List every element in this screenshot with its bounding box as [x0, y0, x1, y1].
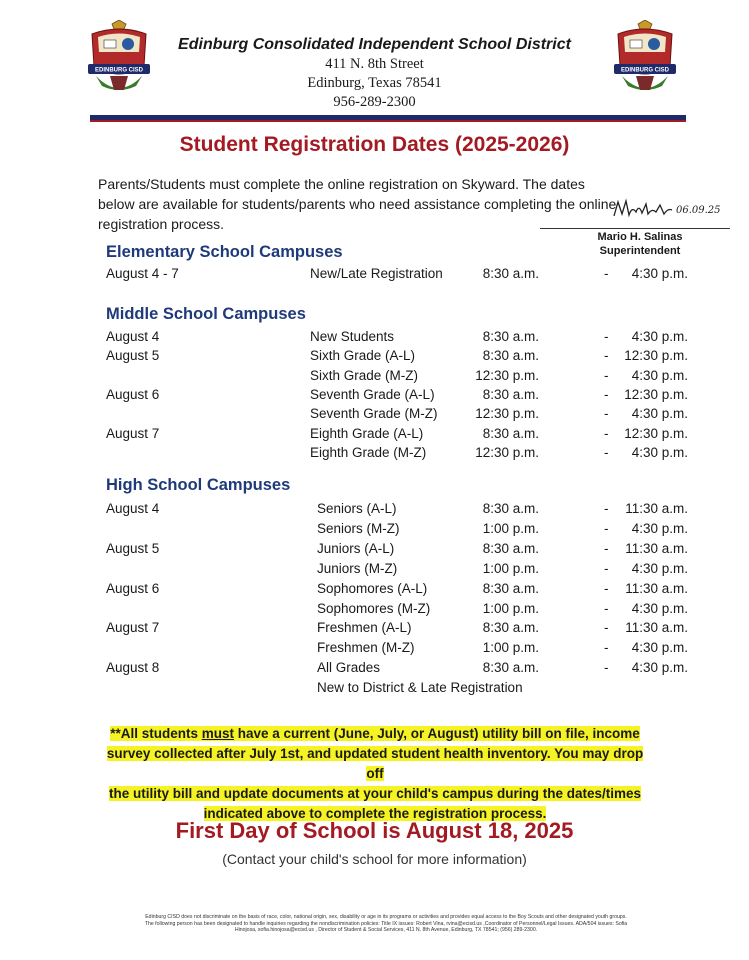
row-date: August 4	[106, 329, 160, 344]
footer-line-2: The following person has been designated to handle inquiries regarding the nondiscrimination policies: Title IX issues: Robert Vina, rvina@ecisd.us ,Coordinator of Personnel/Legal Issues. ADA/504 issues: Sofia	[144, 920, 628, 927]
row-start-time: 8:30 a.m.	[482, 266, 539, 281]
row-description: Freshmen (M-Z)	[317, 640, 415, 656]
first-day-heading: First Day of School is August 18, 2025	[175, 818, 574, 843]
note-line-3: the utility bill and update documents at your child's campus during the dates/times	[108, 786, 642, 801]
note-line-4: indicated above to complete the registration process.	[203, 806, 547, 821]
row-description: New to District & Late Registration	[317, 680, 523, 696]
row-end-time: 4:30 p.m.	[631, 600, 688, 616]
contact-note: (Contact your child's school for more information)	[222, 851, 527, 867]
row-dash: -	[604, 266, 609, 281]
seal-banner-text-right: EDINBURG CISD	[620, 67, 670, 74]
row-end-time: 4:30 p.m.	[631, 329, 688, 344]
schedule-row	[0, 680, 749, 699]
row-dash: -	[604, 348, 609, 364]
row-dash: -	[604, 406, 609, 422]
row-dash: -	[604, 540, 609, 556]
row-date: August 4 - 7	[106, 266, 179, 281]
row-end-time: 12:30 p.m.	[624, 425, 688, 441]
row-start-time: 8:30 a.m.	[482, 540, 539, 556]
schedule-row	[0, 561, 749, 580]
section-heading-elementary: Elementary School Campuses	[106, 243, 343, 261]
footer-line-3: Hinojosa, sofia.hinojosa@ecisd.us , Director of Student & Social Services, 411 N. 8th Avenue, Edinburg, TX 78541; (956) 289-2300.	[234, 927, 538, 933]
nondiscrimination-footer	[96, 914, 676, 934]
row-end-time: 4:30 p.m.	[631, 660, 688, 676]
row-date: August 7	[106, 425, 160, 441]
schedule-row	[0, 348, 749, 367]
row-start-time: 8:30 a.m.	[482, 620, 539, 636]
row-date: August 8	[106, 660, 160, 676]
row-description: Juniors (M-Z)	[317, 560, 398, 576]
row-start-time: 8:30 a.m.	[482, 348, 539, 364]
row-description: Eighth Grade (A-L)	[310, 425, 424, 441]
section-heading-middle: Middle School Campuses	[106, 305, 306, 323]
row-start-time: 1:00 p.m.	[482, 560, 539, 576]
intro-paragraph: Parents/Students must complete the online registration on Skyward. The dates below are available for students/parents who need assistance completing the online registration process.	[98, 176, 617, 232]
row-start-time: 12:30 p.m.	[475, 367, 539, 383]
row-dash: -	[604, 520, 609, 536]
row-end-time: 11:30 a.m.	[625, 501, 688, 516]
schedule-row	[0, 581, 749, 600]
schedule-row	[0, 601, 749, 620]
row-description: New/Late Registration	[310, 266, 443, 281]
row-end-time: 11:30 a.m.	[625, 580, 688, 596]
row-dash: -	[604, 444, 609, 460]
note-line-1-rest: have a current (June, July, or August) utility bill on file, income	[233, 726, 640, 741]
row-start-time: 1:00 p.m.	[482, 520, 539, 536]
row-description: Sophomores (A-L)	[317, 580, 428, 596]
row-dash: -	[604, 501, 609, 516]
section-heading-high: High School Campuses	[106, 476, 291, 494]
schedule-row	[0, 620, 749, 639]
row-date: August 5	[106, 540, 160, 556]
note-must: must	[201, 726, 234, 741]
row-dash: -	[604, 386, 609, 402]
row-dash: -	[604, 620, 609, 636]
page-title: Student Registration Dates (2025-2026)	[179, 133, 570, 156]
row-end-time: 4:30 p.m.	[631, 367, 688, 383]
row-description: Eighth Grade (M-Z)	[310, 444, 427, 460]
row-start-time: 8:30 a.m.	[482, 386, 539, 402]
utility-bill-note	[100, 724, 650, 824]
row-description: Seventh Grade (A-L)	[310, 386, 435, 402]
schedule-row	[0, 640, 749, 659]
seal-banner-text-left: EDINBURG CISD	[94, 67, 144, 74]
schedule-row	[0, 387, 749, 406]
row-description: Freshmen (A-L)	[317, 620, 412, 636]
row-end-time: 11:30 a.m.	[625, 540, 688, 556]
row-description: Sixth Grade (M-Z)	[310, 367, 419, 383]
row-end-time: 4:30 p.m.	[631, 444, 688, 460]
signature-line	[540, 228, 730, 229]
row-description: New Students	[310, 329, 395, 344]
row-start-time: 1:00 p.m.	[482, 640, 539, 656]
schedule-row	[0, 541, 749, 560]
row-date: August 6	[106, 386, 160, 402]
row-start-time: 8:30 a.m.	[482, 660, 539, 676]
signatory-name: Mario H. Salinas	[597, 231, 683, 243]
svg-text:06.09.25: 06.09.25	[676, 205, 721, 216]
note-line-2: survey collected after July 1st, and updated student health inventory. You may drop off	[106, 746, 644, 781]
row-start-time: 8:30 a.m.	[482, 580, 539, 596]
row-end-time: 12:30 p.m.	[624, 386, 688, 402]
row-end-time: 12:30 p.m.	[624, 348, 688, 364]
footer-line-1: Edinburg CISD does not discriminate on the basis of race, color, national origin, sex, disability or age in its programs or activities and provides equal access to the Boy Scouts and other designated youth groups.	[145, 914, 627, 920]
row-end-time: 4:30 p.m.	[631, 640, 688, 656]
row-description: Seniors (A-L)	[317, 501, 397, 516]
district-phone: 956-289-2300	[333, 94, 416, 110]
row-description: All Grades	[317, 660, 381, 676]
schedule-row	[0, 266, 749, 285]
row-start-time: 8:30 a.m.	[482, 329, 539, 344]
row-start-time: 8:30 a.m.	[482, 425, 539, 441]
row-description: Seniors (M-Z)	[317, 520, 400, 536]
district-address: 411 N. 8th Street	[325, 56, 424, 72]
row-end-time: 4:30 p.m.	[631, 266, 688, 281]
row-dash: -	[604, 329, 609, 344]
row-end-time: 4:30 p.m.	[631, 560, 688, 576]
row-description: Juniors (A-L)	[317, 540, 395, 556]
row-start-time: 8:30 a.m.	[482, 501, 539, 516]
handwritten-signature	[612, 196, 732, 225]
row-dash: -	[604, 367, 609, 383]
row-dash: -	[604, 425, 609, 441]
schedule-row	[0, 368, 749, 387]
row-dash: -	[604, 600, 609, 616]
schedule-row	[0, 521, 749, 540]
schedule-row	[0, 329, 749, 348]
row-date: August 7	[106, 620, 160, 636]
row-dash: -	[604, 580, 609, 596]
row-dash: -	[604, 640, 609, 656]
header-rule-red	[90, 120, 686, 122]
note-line-1	[110, 726, 640, 741]
row-start-time: 12:30 p.m.	[475, 444, 539, 460]
row-end-time: 4:30 p.m.	[631, 406, 688, 422]
schedule-row	[0, 445, 749, 464]
row-description: Seventh Grade (M-Z)	[310, 406, 438, 422]
district-city: Edinburg, Texas 78541	[307, 75, 442, 91]
row-date: August 5	[106, 348, 160, 364]
district-name: Edinburg Consolidated Independent School District	[178, 36, 571, 53]
row-start-time: 1:00 p.m.	[482, 600, 539, 616]
row-description: Sixth Grade (A-L)	[310, 348, 416, 364]
schedule-row	[0, 406, 749, 425]
row-end-time: 4:30 p.m.	[631, 520, 688, 536]
note-prefix: **All students	[110, 726, 202, 741]
schedule-row	[0, 501, 749, 520]
row-start-time: 12:30 p.m.	[475, 406, 539, 422]
row-dash: -	[604, 560, 609, 576]
schedule-row	[0, 426, 749, 445]
row-date: August 4	[106, 501, 160, 516]
schedule-row	[0, 660, 749, 679]
row-end-time: 11:30 a.m.	[625, 620, 688, 636]
signatory-role: Superintendent	[599, 245, 681, 257]
signatory	[560, 230, 720, 258]
row-date: August 6	[106, 580, 160, 596]
row-dash: -	[604, 660, 609, 676]
row-description: Sophomores (M-Z)	[317, 600, 431, 616]
